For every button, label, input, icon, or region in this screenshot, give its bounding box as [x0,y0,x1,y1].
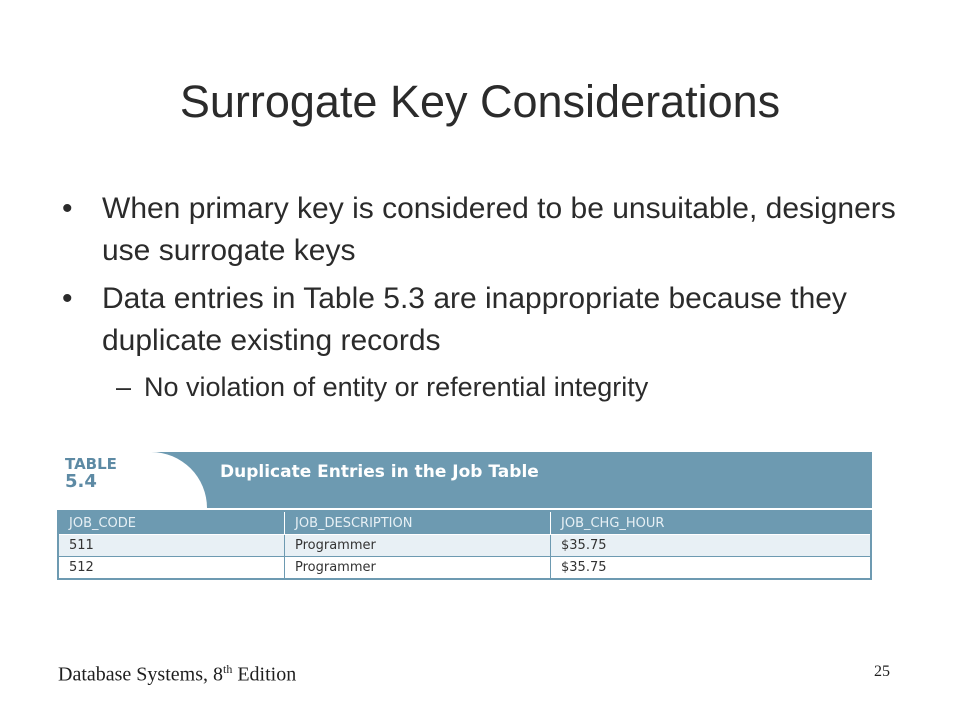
table-cell: $35.75 [551,535,872,557]
dash-icon: – [116,372,132,402]
bullet-item [62,278,922,362]
footer-book-title [58,662,296,687]
table-label-word: TABLE [65,455,117,473]
column-header-job-code: JOB_CODE [58,511,285,535]
table-cell: $35.75 [551,557,872,580]
column-header-job-chg-hour: JOB_CHG_HOUR [551,511,872,535]
sub-bullet-item [116,368,922,406]
table-cell: 512 [58,557,285,580]
table-row [58,557,871,580]
bullet-text: Data entries in Table 5.3 are inappropriate because they duplicate existing records [102,282,847,357]
table-header-row [58,511,871,535]
job-table [57,510,872,580]
bullet-text: When primary key is considered to be unsuitable, designers use surrogate keys [102,192,896,267]
table-cell: Programmer [285,535,551,557]
bullet-dot-icon: • [62,192,73,225]
table-cell: 511 [58,535,285,557]
bullet-item [62,188,922,272]
column-header-job-description: JOB_DESCRIPTION [285,511,551,535]
table-row [58,535,871,557]
table-figure [57,452,872,578]
table-cell: Programmer [285,557,551,580]
sub-bullet-text: No violation of entity or referential integrity [144,372,649,402]
page-number: 25 [874,663,890,680]
slide-title: Surrogate Key Considerations [179,76,781,127]
footer-book-prefix: Database Systems, 8 [58,663,223,686]
table-label [65,456,117,490]
bullet-dot-icon: • [62,282,73,315]
bullet-list [62,188,922,406]
footer-book-suffix: Edition [232,663,297,686]
table-label-number: 5.4 [65,471,97,492]
footer-edition-sup: th [222,662,233,676]
table-caption: Duplicate Entries in the Job Table [220,462,539,482]
